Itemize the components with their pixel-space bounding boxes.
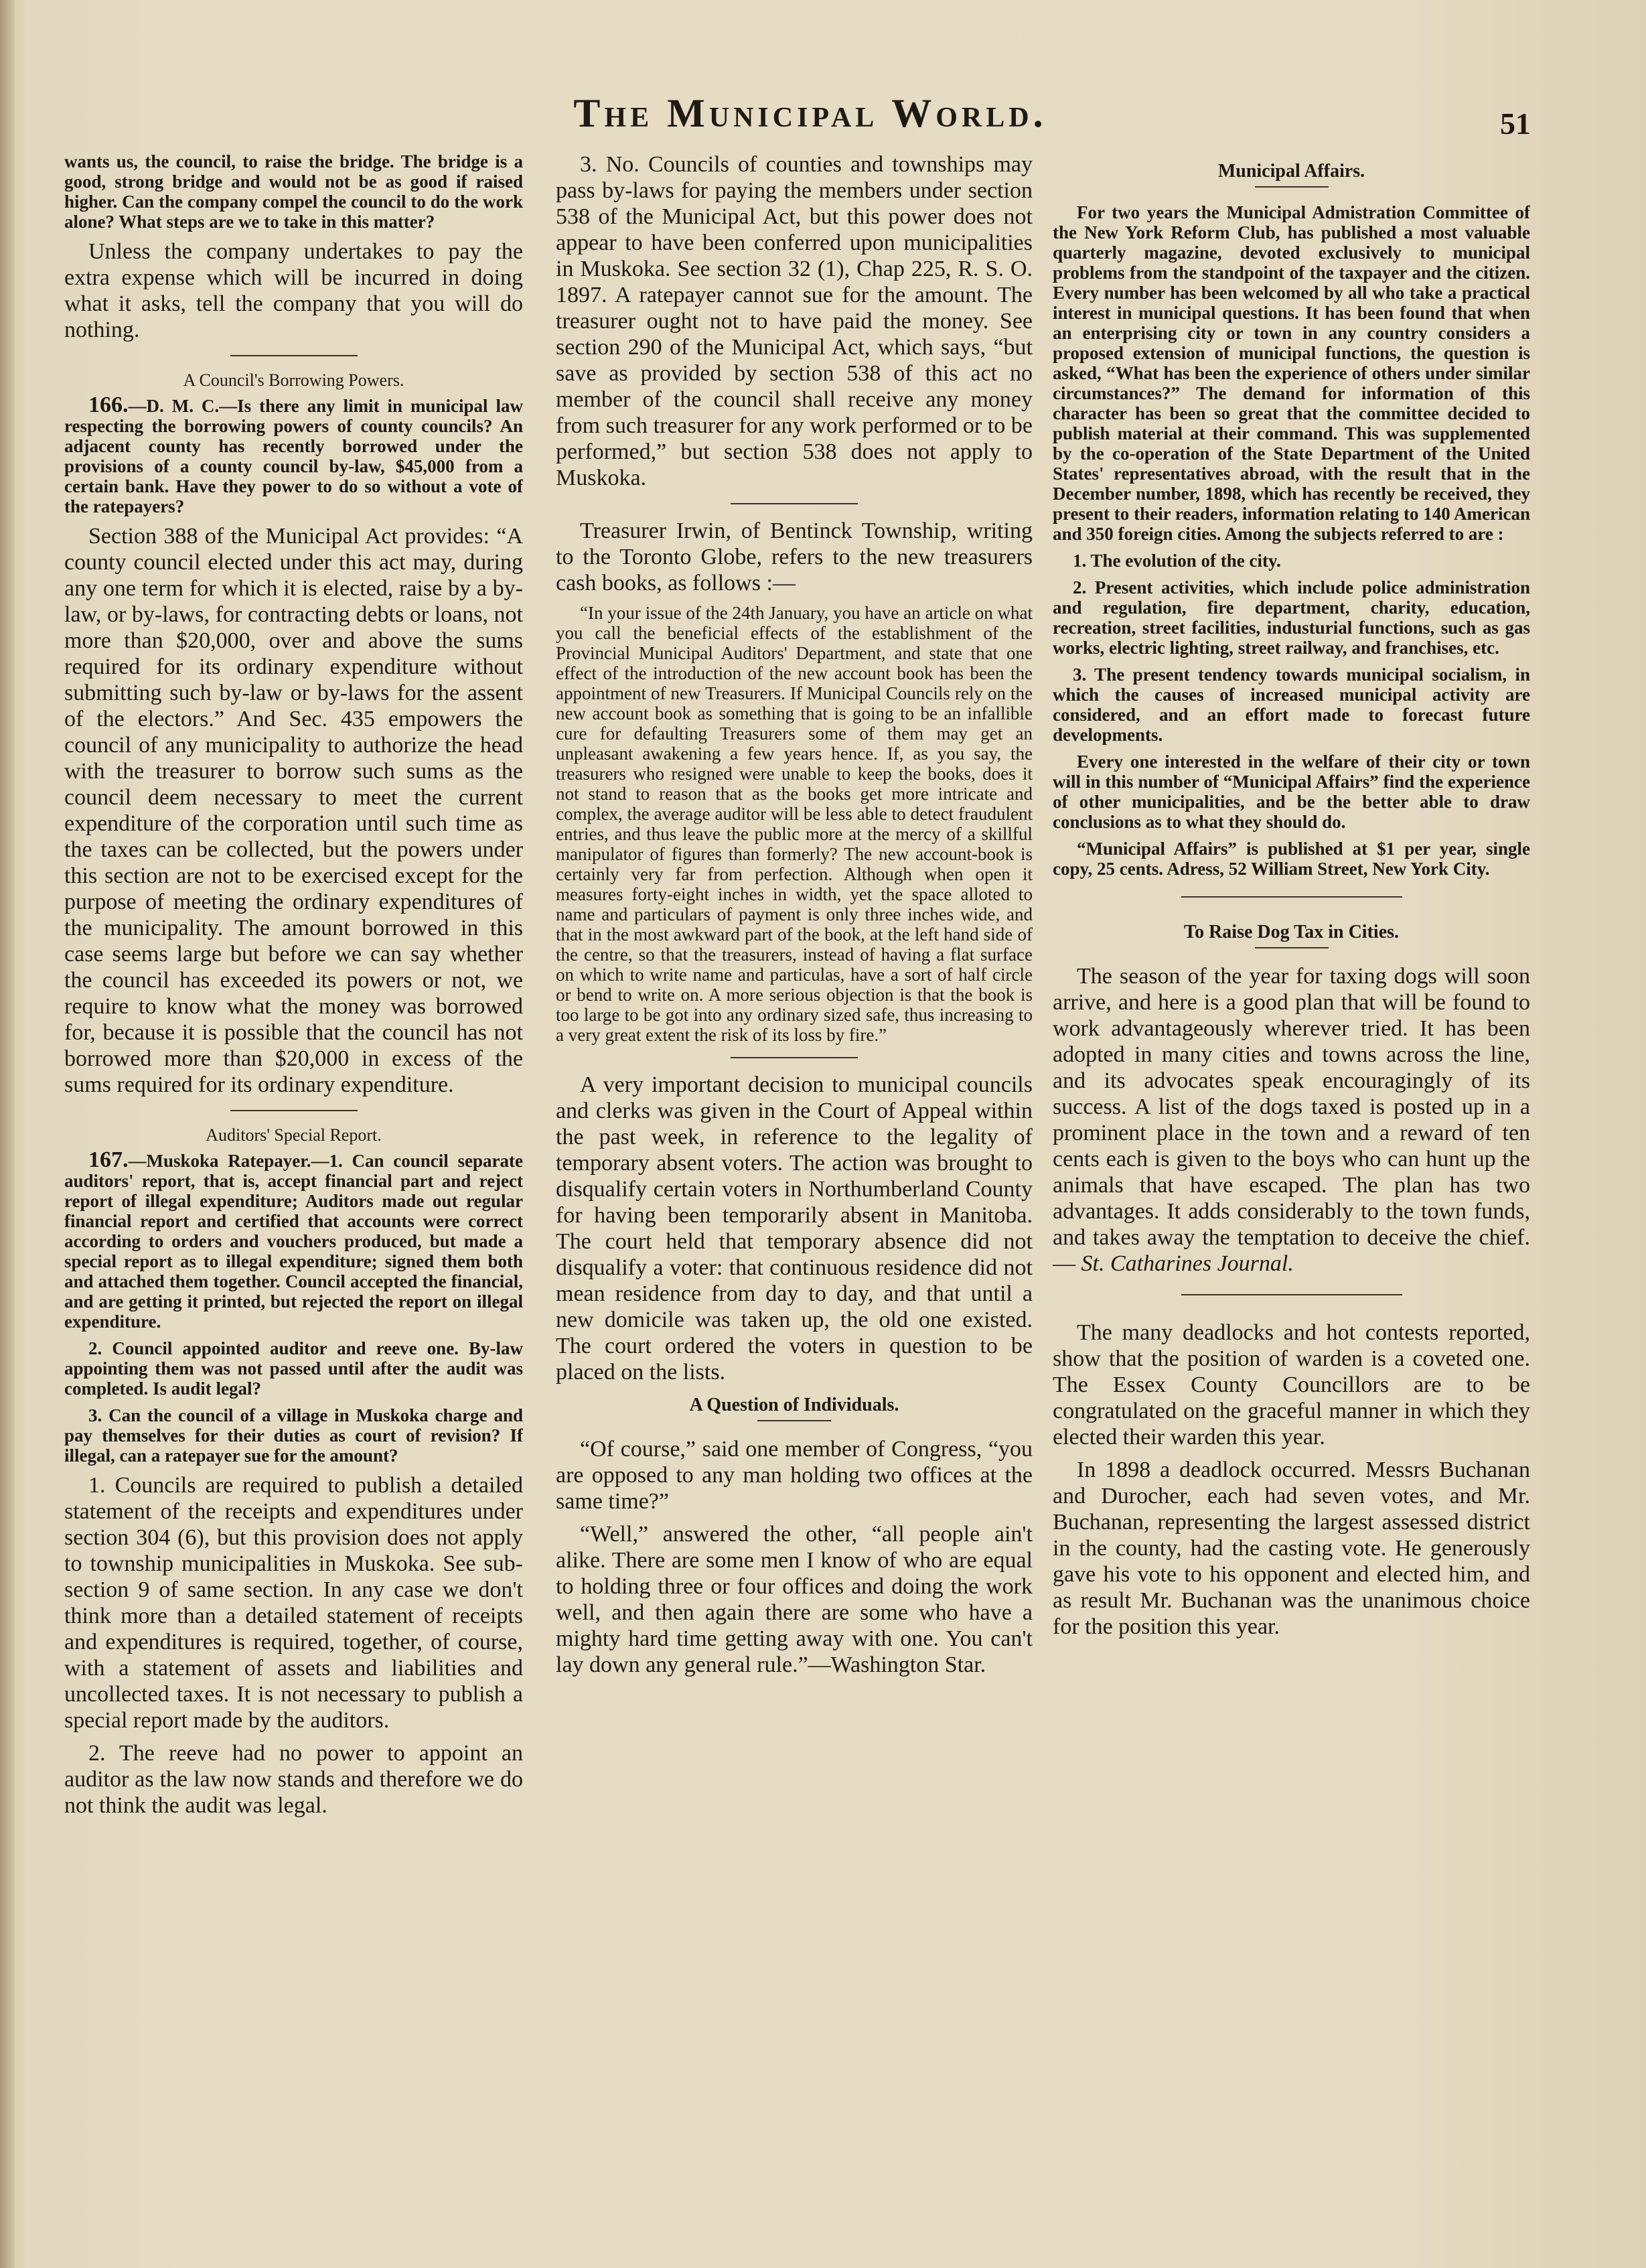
section-heading: Municipal Affairs. [1217,161,1365,182]
court-appeal-paragraph: A very important decision to municipal councils and clerks was given in the Court of Appeal within the past week, in reference to the legality of temporary absent voters. The action was brought to disqualify certain voters in Northumberland County for having been temporarily absent in Manitoba. The court held that temporary absence did not disqualify a voter: that continuous residence did not mean residence from day to day, and that until a new domicile was taken up, the old one existed. The court ordered the voters in question to be placed on the lists. [556,1072,1033,1385]
section-divider [230,355,358,356]
page-spine-shadow [0,0,15,2268]
treasurer-quote: “In your issue of the 24th January, you have an article on what you call the beneficial effects of the establishment of the Provincial Municipal Auditors' Department, and state that one effect of the introduction of the new account book has been the appointment of new Treasurers. If Municipal Councils rely on the new account book as something that is going to be an infallible cure for defaulting Treasurers some of them may get an unpleasant awakening a few years hence. If, as you say, the treasurers who resigned were unable to keep the books, does it not stand to reason that as the books get more intricate and complex, the average auditor will be less able to detect fraudulent entries, and thus leave the public more at the mercy of a skillful manipulator of figures than formerly? The new account-book is certainly very far from perfection. Although when open it measures forty-eight inches in width, yet the space alloted to name and particulars of payment is only three inches wide, and that in the most awkward part of the book, at the left hand side of the centre, so that the treasurers, instead of having a flat surface on which to write name and particulas, have a sort of half circle or bend to write on. A more serious objection is that the book is too large to be got into any ordinary sized safe, thus increasing to a very great extent the risk of its loss by fire.” [556,603,1033,1045]
heading-rule [1255,186,1329,188]
dog-tax-text: The season of the year for taxing dogs will soon arrive, and here is a good plan that will be found to work advantageously wherever tried. It has been adopted in many cities and towns across the line, and its advocates speak encouragingly of its success. A list of the dogs taxed is posted up in a prominent place in the town and a reward of ten cents each is given to the boys who can hunt up the animals that have escaped. The plan has two advantages. It adds considerably to the town funds, and takes away the temptation to deceive the chief.— [1053,964,1530,1276]
answer-166: Section 388 of the Municipal Act provides: “A county council elected under this act may, during any one term for which it is elected, raise by a by-law, or by-laws, for contracting debts or loans, not more than $20,000, over and above the sums required for its ordinary expenditure without submitting such by-law or by-laws for the assent of the electors.” And Sec. 435 empowers the council of any municipality to authorize the head with the treasurer to borrow such sums as the council deem necessary to meet the current expenditure of the corporation until such time as the taxes can be collected, but the powers under this section are not to be exercised except for the purpose of meeting the ordinary expenditures of the municipality. The amount borrowed in this case seems large but before we can say whether the council has exceeded its powers or not, we require to know what the money was borrowed for, because it is possible that the council has not borrowed more than $20,000 in excess of the sums required for its ordinary expenditure. [64,524,523,1097]
affairs-paragraph: Every one interested in the welfare of their city or town will in this number of “Municipal Affairs” find the experience of other municipalities, and be the better able to draw conclusions as to what they should do. [1053,752,1530,832]
affairs-intro: For two years the Municipal Admistration Committee of the New York Reform Club, has published a most valuable quarterly magazine, devoted exclusively to municipal problems from the standpoint of the taxpayer and the citizen. Every number has been welcomed by all who take a practical interest in municipal questions. It has been found that when an enterprising city or town in any country considers a proposed extension of municipal functions, the question is asked, “What has been the experience of others under similar circumstances?” The demand for information of this character has been so great that the committee decided to publish material at their command. This was supplemented by the co-operation of the State Department of the United States' representatives abroad, with the result that in the December number, 1898, which has recently be received, they present to their readers, information relating to 140 American and 350 foreign cities. Among the subjects referred to are : [1053,202,1530,544]
section-divider [1181,1294,1402,1295]
answer-167-part-3: 3. No. Councils of counties and townships may pass by-laws for paying the members under section 538 of the Municipal Act, but this power does not appear to have been conferred upon municipalities in Muskoka. See section 32 (1), Chap 225, R. S. O. 1897. A ratepayer cannot sue for the amount. The treasurer ought not to have paid the money. See section 290 of the Municipal Act, which says, “but save as provided by section 538 of this act no member of the council shall receive any money from such treasurer for any work performed or to be performed,” but section 538 does not apply to Muskoka. [556,152,1033,490]
heading-rule [757,1420,831,1421]
question-166 [64,395,523,516]
section-divider [731,503,858,504]
heading-rule [1255,947,1329,948]
dog-tax-source: St. Catharines Journal. [1081,1251,1294,1276]
column-right [1053,151,1530,2214]
affairs-price: “Municipal Affairs” is published at $1 per year, single copy, 25 cents. Adress, 52 William Street, New York City. [1053,839,1530,879]
question-text: —D. M. C.—Is there any limit in municipal law respecting the borrowing powers of county councils? An adjacent county has recently borrowed under the provisions of a county council by-law, $45,000 from a certain bank. Have they power to do so without a vote of the ratepayers? [64,396,523,516]
individuals-paragraph: “Well,” answered the other, “all people ain't alike. There are some men I know of who are equal to holding three or four offices and doing the work well, and then again there are some who have a mighty hard time getting away with one. You can't lay down any general rule.”—Washington Star. [556,1522,1033,1677]
masthead: The Municipal World. [573,91,1047,135]
dog-tax-paragraph [1053,963,1530,1277]
section-heading: To Raise Dog Tax in Cities. [1183,922,1400,942]
answer-167-part-1: 1. Councils are required to publish a detailed statement of the receipts and expenditures under section 304 (6), but this provision does not apply to township municipalities in Muskoka. See sub-section 9 of same section. In any case we don't think more than a detailed statement of receipts and expenditures is required, together, of course, with a statement of assets and liabilities and uncollected taxes. It is not necessary to publish a special report made by the auditors. [64,1473,523,1733]
affairs-list-item: 1. The evolution of the city. [1073,551,1281,571]
answer-paragraph: Unless the company undertakes to pay the extra expense which will be incurred in doing what it asks, tell the company that you will do nothing. [64,239,523,342]
column-middle [556,151,1033,2214]
answer-167-part-2: 2. The reeve had no power to appoint an auditor as the law now stands and therefore we do not think the audit was legal. [64,1741,523,1818]
affairs-list-item: 2. Present activities, which include police administration and regulation, fire department, charity, education, recreation, street facilities, industurial functions, such as gas works, electric lighting, street railway, and franchises, etc. [1053,577,1530,658]
individuals-paragraph: “Of course,” said one member of Congress, “you are opposed to any man holding two offices at the same time?” [556,1437,1033,1514]
question-continued: wants us, the council, to raise the bridge. The bridge is a good, strong bridge and would not be as good if raised higher. Can the company compel the council to do the work alone? What steps are we to take in this matter? [64,151,523,232]
section-heading: A Council's Borrowing Powers. [183,370,404,390]
question-text: —Muskoka Ratepayer.—1. Can council separate auditors' report, that is, accept financial part and reject report of illegal expenditure; Auditors made out regular financial report and certified that accounts were correct according to orders and vouchers produced, but made a special report as to illegal expenditure; signed them both and attached them together. Council accepted the financial, and are getting it printed, but rejected the report on illegal expenditure. [64,1151,523,1332]
section-heading: A Question of Individuals. [689,1395,899,1415]
affairs-list-item: 3. The present tendency towards municipal socialism, in which the causes of increased municipal activity are considered, and an effort made to forecast future developments. [1053,664,1530,745]
question-167 [64,1147,523,1332]
warden-paragraph: In 1898 a deadlock occurred. Messrs Buchanan and Durocher, each had seven votes, and Mr. Buchanan, representing the largest assessed district in the county, had the casting vote. He generously gave his vote to his opponent and elected him, and as result Mr. Buchanan was the unanimous choice for the position this year. [1053,1458,1530,1639]
page-number: 51 [1500,107,1531,141]
question-number: 167. [88,1147,129,1172]
section-divider [1181,896,1402,898]
section-heading: Auditors' Special Report. [206,1125,382,1145]
question-167-part-2: 2. Council appointed auditor and reeve one. By-law appointing them was not passed until after the audit was completed. Is audit legal? [64,1338,523,1399]
question-number: 166. [88,393,129,417]
section-divider [731,1057,858,1058]
warden-paragraph: The many deadlocks and hot contests reported, show that the position of warden is a coveted one. The Essex County Councillors are to be congratulated on the graceful manner in which they elected their warden this year. [1053,1320,1530,1449]
treasurer-intro: Treasurer Irwin, of Bentinck Township, writing to the Toronto Globe, refers to the new treasurers cash books, as follows :— [556,518,1033,595]
question-167-part-3: 3. Can the council of a village in Muskoka charge and pay themselves for their duties as court of revision? If illegal, can a ratepayer sue for the amount? [64,1405,523,1466]
section-divider [230,1110,358,1111]
column-left [64,151,523,2214]
